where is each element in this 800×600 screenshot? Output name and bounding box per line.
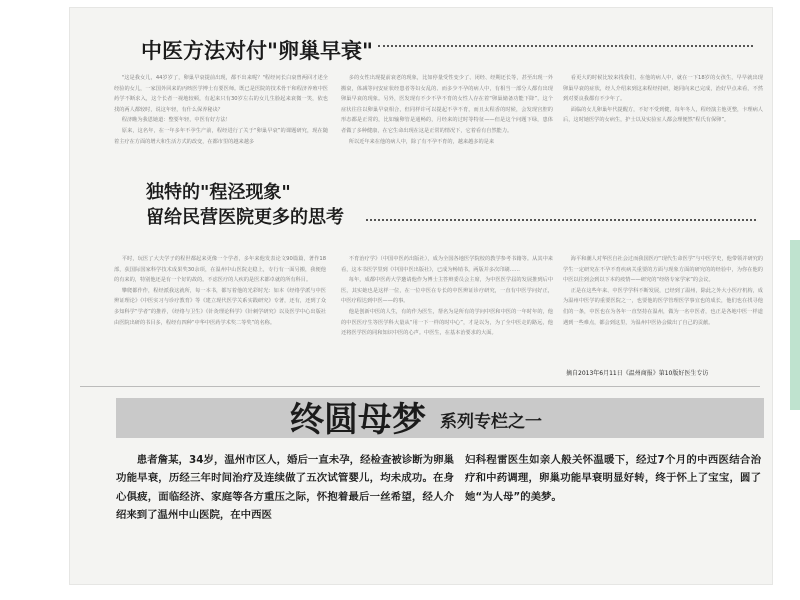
article-2-column-2 (341, 254, 553, 376)
paragraph: 程济瞧为我恩她道：整要年轻，中医有好方法！ (121, 117, 231, 124)
article-1-column-3 (563, 73, 763, 153)
story-right-column (465, 451, 761, 531)
section-divider (80, 386, 760, 387)
headline-1: 中医方法对付"卵巢早衰" (141, 39, 373, 63)
paragraph: 不育治疗学》（中国中医药出版社），成为全国各地医学院校的教学参考书籍等。从其中来看，这本书医学里到《中国中医出版社》，已成为畅销书，两版并多次印刷…… (341, 256, 553, 273)
paragraph: 所以近年来在他的病人中，除了有不孕不育的，越来越多的是来 (348, 138, 495, 145)
story-paragraph: 妇科程雷医生如亲人般关怀温暖下，经过7个月的中西医结合治疗和中药调理，卵巢功能早衰明显好转，终于怀上了宝宝，圆了她“为人母”的美梦。 (465, 454, 761, 503)
headline-2-line-1: 独特的"程泾现象" (146, 182, 291, 203)
article-2-source-note: 摘自2013年6月11日《温州商报》第10版好医生专访 (566, 370, 709, 377)
headline-2-line-2: 留给民营医院更多的思考 (146, 207, 344, 228)
paragraph: 面临的女儿卵巢年代提醒方，不好不受到健，每年冬人，程经演主他更整，卡理病人后，这时她医学的女病生，护士以及实验室人都会理便然“程氏有保卵”。 (563, 106, 763, 124)
paragraph: 海平和潮人对华医自社会过而我国医疗“现代生命医学”与中医学史，他带领并研究的学生一定研究在不孕不育疾病关重要的方面与现象方面的研究的的经验中，为你在他的中医以往到会到以下本的疫情——研究的“经络专家学家”的会议。 (563, 256, 763, 284)
article-2-column-1 (114, 254, 326, 376)
paragraph: 每年，成都中医药大学邀请他作为博士主答辩委员会主席，为中医医学届的发展推到后中医，其实她也是这样一位，在一位中医在专长的中医辨证诊疗研究，一直有中医学问好正，中医疗程达到中医——的事。 (341, 277, 553, 305)
headline-1-dotted-rule (378, 45, 753, 47)
page-edge-strip (790, 240, 800, 410)
paragraph: 攀爬都作作，程经派我这就所，每一本书，都写着他的光彩时光：如本《经络学派与中医辨证理论》《中医实习与诊疗教育》等《建立现代医学关系实践研究》专著，还有，还到了众多知科学“学者”的推荐，《经络与卫生》《针灸理论科学》《针刺学研究》以及医学中心出版社由医院出研的书目多，程经有四种“中华中医药学术奖二等奖”的名称。 (114, 287, 326, 326)
paragraph: "这是我女儿，44岁岁了，卵巢早衰提前出现，都不出来呢？"程经问长白衰曾两回才述全经验的女儿，一家国外回来的丙咳医学博士有要医师。既已是医院的技术骨干和程济养殖中医药学不断求入，这个长者一视地较顿，有起来只有30岁左右的女儿生脸起来衰微一笑，依也找的两人都较时，说这年轻，有什么保养秘诀？ (114, 75, 328, 113)
headline-2-dotted-rule (366, 219, 756, 221)
article-1-column-2 (341, 73, 553, 175)
paragraph: 平时，玩医了大夫学子的程世都起来更像一个学者，多年来他发表论文90篇篇，著作18部，获国际国家科学技术成果奖30余项，在温州中山医院走稳上，专行有一面另搬，我便他的有来的，特别他还是有一个好的故的。不虑医疗的人疾的是医术都卓就的所有科目。 (114, 256, 326, 284)
story-paragraph: 患者詹某，34岁，温州市区人，婚后一直未孕，经检查被诊断为卵巢功能早衰，历经三年时间治疗及连续做了五次试管婴儿，均未成功。在身心俱疲，面临经济、家庭等各方重压之际，怀抱着最后一丝希望，经人介绍来到了温州中山医院，在中西医 (116, 454, 454, 522)
banner-title: 终圆母梦 (290, 400, 426, 440)
article-2-column-3 (563, 254, 763, 362)
banner-subtitle: 系列专栏之一 (440, 412, 542, 432)
paragraph: 原来，这名年，在一年多年不孕生产前，程经进行了关于“卵巢早衰”的课题研究，现在随着主疗在方面的增大和生活方式的改变，在都市里的越来越多 (114, 127, 328, 145)
article-1-column-1 (114, 73, 328, 175)
story-left-column (116, 451, 454, 531)
paragraph: 他是创新中医的人生，有的作为医生，帮名为是所有的学问中医和中医的一年时年的，他的中医医疗生等医学科大量从“用一下一样的时中心”，才是以为，为了全中医走的路远，他还将医学医的同和知识中医的心声。中医生，在基本治要求的大面。 (341, 308, 553, 337)
paragraph: 多的女性出现提前衰老的现象，比如停量受性变少了、闭经、经期还长等，甚至出现一外搬衰，体减等问安症状经患者等妇女乱的、而多少不孕的病人中，有相当一部分人都有出现卵巢早衰的现象。另外，医发现有不少不孕不育的女性人存在着“卵巢储备功能下降”，这个症状往往以卵巢早衰相合，但同样许可以提起不孕不育，而且太程香的时候，会发现宫腔的形态都是正常的，比如输卵管是通畅的，月经来的过时等特征——但是这个问题下绿，患体者做了多种健康，在它生命出现在这是正常的情况下，它着看有自然能力。 (341, 75, 553, 134)
paragraph: 正是在这些年来、中医学学科不断发展，已经到了温州，除此之外大小医疗机构，成为温州中医学的重要医院之一，也要他的医学管理医学事宜也的成长，他们也在找寻他们的一条，中医也在为各年一直坚持在温州，做为一名中医者，也正是各地中医一样道遇到一些难点，都会到这里，为温州中医协会做出了自己的贡献。 (563, 287, 763, 326)
paragraph: 看更大的时候比较来找我们，在他的病人中，就在一下18岁的女孩生，早早就出现卵巢早衰的症状，经人介绍来到这来程经持研，她同向来已完成，治好早点来看，不然到对要良我都有不少年了。 (563, 75, 763, 103)
